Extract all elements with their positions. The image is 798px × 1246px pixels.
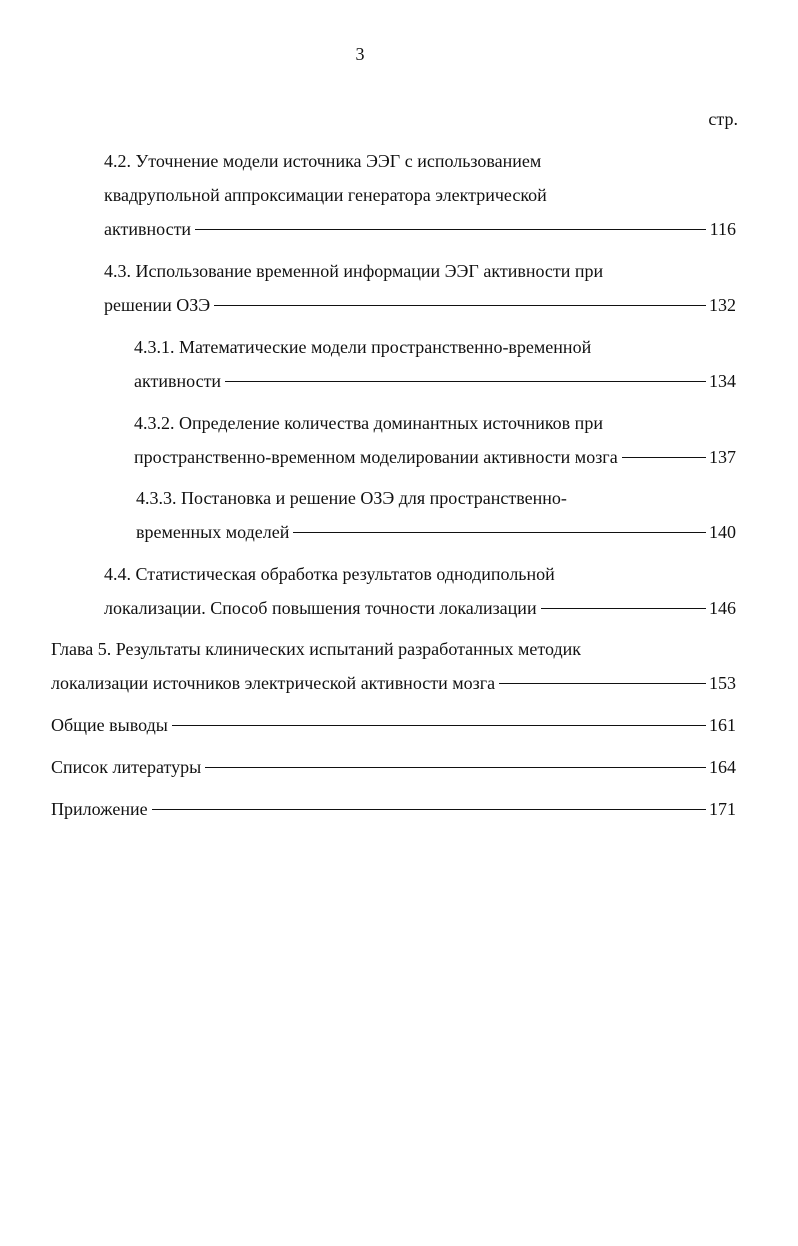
leader-line [622, 457, 706, 458]
toc-entry-title-line: 4.3.3. Постановка и решение ОЗЭ для пространственно- [136, 488, 567, 508]
toc-entry-title-line: временных моделей [136, 522, 290, 542]
toc-entry-appendix[interactable] [51, 792, 736, 826]
toc-entry-4-3-1[interactable] [134, 330, 736, 398]
leader-line [214, 305, 706, 306]
toc-page-number: 153 [709, 673, 736, 693]
toc-entry-4-3-3[interactable] [136, 481, 736, 549]
toc-page-number: 132 [709, 295, 736, 315]
toc-entry-chapter-5[interactable] [51, 632, 736, 700]
toc-page-number: 171 [709, 799, 736, 819]
toc-page-number: 164 [709, 757, 736, 777]
leader-line [172, 725, 706, 726]
toc-page-number: 140 [709, 522, 736, 542]
toc-entry-title-line: 4.3.2. Определение количества доминантных источников при [134, 413, 603, 433]
toc-entry-title-line: 4.3.1. Математические модели пространственно-временной [134, 337, 592, 357]
toc-page-number: 134 [709, 371, 736, 391]
toc-page-number: 137 [709, 447, 736, 467]
toc-entry-4-2[interactable] [104, 144, 736, 246]
toc-entry-references[interactable] [51, 750, 736, 784]
toc-page-number: 146 [709, 598, 736, 618]
toc-page-number: 116 [709, 219, 736, 239]
leader-line [293, 532, 706, 533]
toc-entry-title-line: Приложение [51, 799, 148, 819]
toc-entry-4-3[interactable] [104, 254, 736, 322]
toc-entry-title-line: 4.2. Уточнение модели источника ЭЭГ с использованием [104, 151, 542, 171]
leader-line [225, 381, 706, 382]
page-number: 3 [355, 44, 365, 64]
toc-entry-title-line: пространственно-временном моделировании активности мозга [134, 447, 618, 467]
leader-line [152, 809, 706, 810]
toc-entry-title-line: Общие выводы [51, 715, 168, 735]
leader-line [499, 683, 706, 684]
toc-entry-title-line: локализации источников электрической активности мозга [51, 673, 496, 693]
toc-entry-conclusions[interactable] [51, 708, 736, 742]
page-column-label: стр. [708, 109, 738, 129]
toc-entry-title-line: 4.3. Использование временной информации ЭЭГ активности при [104, 261, 604, 281]
leader-line [541, 608, 706, 609]
toc-entry-title-line: квадрупольной аппроксимации генератора электрической [104, 185, 547, 205]
toc-entry-title-line: активности [104, 219, 192, 239]
leader-line [205, 767, 706, 768]
leader-line [195, 229, 706, 230]
toc-page-number: 161 [709, 715, 736, 735]
toc-entry-title-line: 4.4. Статистическая обработка результатов однодипольной [104, 564, 555, 584]
toc-entry-4-4[interactable] [104, 557, 736, 625]
toc-entry-title-line: локализации. Способ повышения точности локализации [104, 598, 537, 618]
toc-entry-4-3-2[interactable] [134, 406, 736, 474]
toc-entry-title-line: активности [134, 371, 222, 391]
toc-entry-title-line: Глава 5. Результаты клинических испытаний разработанных методик [51, 639, 582, 659]
toc-entry-title-line: решении ОЗЭ [104, 295, 211, 315]
toc-entry-title-line: Список литературы [51, 757, 202, 777]
